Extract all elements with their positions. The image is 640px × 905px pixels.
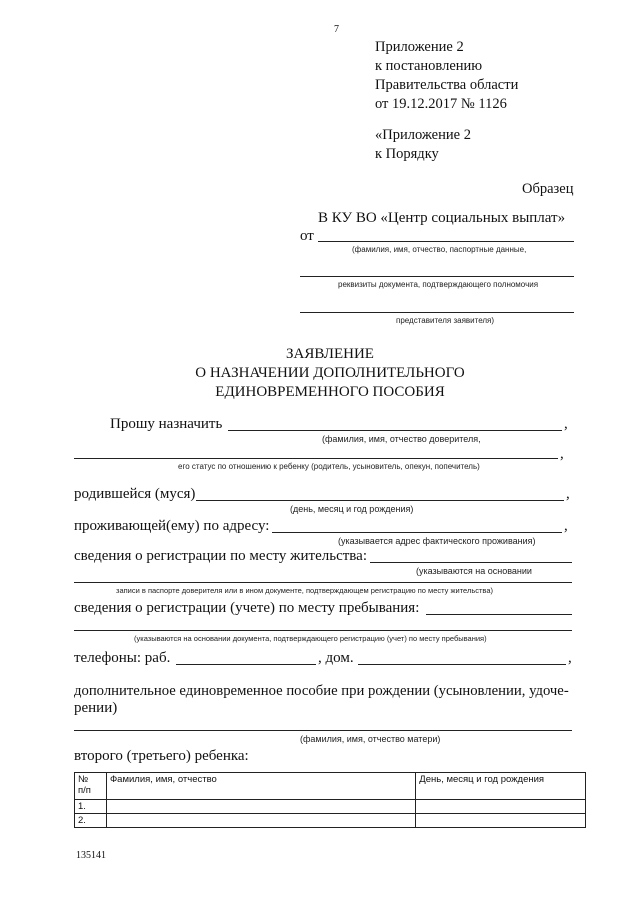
column-header-birthdate: День, месяц и год рождения <box>416 773 586 800</box>
phone-home-label: , дом. <box>318 650 354 666</box>
stay-line[interactable] <box>426 614 572 615</box>
born-label: родившейся (муся) <box>74 486 196 502</box>
addressee-line-3 <box>300 312 574 313</box>
row-number: 1. <box>75 800 107 814</box>
address-line[interactable] <box>272 532 562 533</box>
benefit-text-line2: рении) <box>74 700 118 716</box>
children-table <box>74 772 586 828</box>
table-row <box>75 800 586 814</box>
title-line3: ЕДИНОВРЕМЕННОГО ПОСОБИЯ <box>215 384 445 400</box>
table-row <box>75 814 586 828</box>
request-line[interactable] <box>228 430 562 431</box>
row-number: 2. <box>75 814 107 828</box>
page-number: 7 <box>334 24 339 35</box>
title-line1: ЗАЯВЛЕНИЕ <box>286 346 374 362</box>
status-caption: его статус по отношению к ребенку (родитель, усыновитель, опекун, попечитель) <box>178 462 480 471</box>
born-line[interactable] <box>196 500 564 501</box>
addressee-caption-1: (фамилия, имя, отчество, паспортные данные, <box>352 245 527 254</box>
row-name-cell[interactable] <box>106 814 415 828</box>
addressee-caption-3: представителя заявителя) <box>396 316 495 325</box>
document-title <box>0 345 640 402</box>
registration-label: сведения о регистрации по месту жительства: <box>74 548 367 564</box>
born-comma: , <box>566 486 570 502</box>
column-header-number: № п/п <box>75 773 107 800</box>
address-caption: (указывается адрес фактического проживания) <box>338 536 536 546</box>
phone-work-line[interactable] <box>176 664 316 665</box>
phone-home-line[interactable] <box>358 664 566 665</box>
stay-line-2[interactable] <box>74 630 572 631</box>
request-comma: , <box>564 416 568 432</box>
addressee-caption-2: реквизиты документа, подтверждающего полномочия <box>338 280 539 289</box>
footer-code: 135141 <box>76 850 106 861</box>
appendix-header <box>375 38 518 114</box>
registration-caption-2: записи в паспорте доверителя или в ином документе, подтверждающем регистрацию по месту жительства) <box>116 586 493 595</box>
title-line2: О НАЗНАЧЕНИИ ДОПОЛНИТЕЛЬНОГО <box>195 365 465 381</box>
address-label: проживающей(ему) по адресу: <box>74 518 270 534</box>
row-name-cell[interactable] <box>106 800 415 814</box>
addressee-line-2 <box>300 276 574 277</box>
address-comma: , <box>564 518 568 534</box>
registration-line[interactable] <box>370 562 572 563</box>
request-caption: (фамилия, имя, отчество доверителя, <box>322 434 481 444</box>
request-label: Прошу назначить <box>110 416 223 432</box>
phones-label: телефоны: раб. <box>74 650 171 666</box>
column-header-name: Фамилия, имя, отчество <box>106 773 415 800</box>
phones-comma: , <box>568 650 572 666</box>
stay-caption: (указываются на основании документа, подтверждающего регистрацию (учет) по месту пребывания) <box>134 634 487 643</box>
addressee-from-label: от <box>300 228 314 244</box>
appendix-header2-line1: «Приложение 2 <box>375 127 471 143</box>
mother-caption: (фамилия, имя, отчество матери) <box>300 734 441 744</box>
appendix-header-line2: к постановлению <box>375 58 483 74</box>
addressee-to: В КУ ВО «Центр социальных выплат» <box>318 210 566 226</box>
status-line[interactable] <box>74 458 558 459</box>
mother-line[interactable] <box>74 730 572 731</box>
appendix-header-line3: Правительства области <box>375 77 519 93</box>
addressee-line-1 <box>318 241 574 242</box>
stay-label: сведения о регистрации (учете) по месту пребывания: <box>74 600 420 616</box>
born-caption: (день, месяц и год рождения) <box>290 504 414 514</box>
appendix-header-2 <box>375 126 471 164</box>
table-header-row <box>75 773 586 800</box>
appendix-header2-line2: к Порядку <box>375 146 439 162</box>
appendix-header-line4: от 19.12.2017 № 1126 <box>375 96 507 112</box>
row-birthdate-cell[interactable] <box>416 814 586 828</box>
registration-caption: (указываются на основании <box>416 566 532 576</box>
row-birthdate-cell[interactable] <box>416 800 586 814</box>
appendix-header-line1: Приложение 2 <box>375 39 464 55</box>
benefit-text-line1: дополнительное единовременное пособие при рождении (усыновлении, удоче- <box>74 683 569 699</box>
status-comma: , <box>560 446 564 462</box>
child-label: второго (третьего) ребенка: <box>74 748 249 764</box>
registration-line-2[interactable] <box>74 582 572 583</box>
sample-label: Образец <box>522 181 574 197</box>
